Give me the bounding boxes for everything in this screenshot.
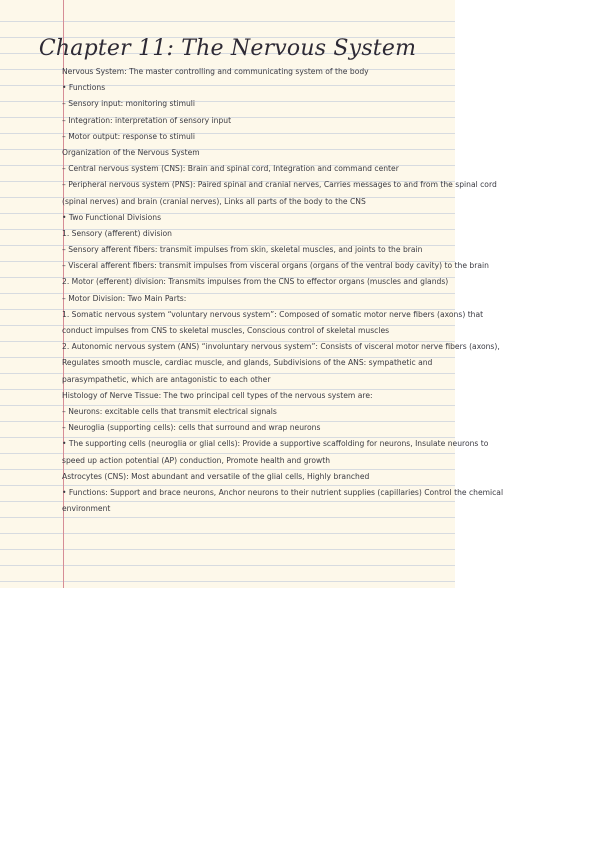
note-line: • The supporting cells (neuroglia or glial cells): Provide a supportive scaffolding for neurons, Insulate neurons to xyxy=(62,439,489,449)
note-line: Astrocytes (CNS): Most abundant and versatile of the glial cells, Highly branched xyxy=(62,471,370,481)
note-line: – Sensory input: monitoring stimuli xyxy=(62,99,195,109)
note-line: 2. Autonomic nervous system (ANS) “involuntary nervous system”: Consists of visceral motor nerve fibers (axons), xyxy=(62,342,500,352)
note-line: 1. Somatic nervous system “voluntary nervous system”: Composed of somatic motor nerve fibers (axons) that xyxy=(62,309,484,319)
note-line: speed up action potential (AP) conduction, Promote health and growth xyxy=(62,455,331,465)
note-line: (spinal nerves) and brain (cranial nerves), Links all parts of the body to the CNS xyxy=(62,196,366,206)
note-line: 1. Sensory (afferent) division xyxy=(62,228,172,238)
note-line: environment xyxy=(62,504,111,514)
note-line: Nervous System: The master controlling and communicating system of the body xyxy=(62,67,369,76)
note-line: conduct impulses from CNS to skeletal muscles, Conscious control of skeletal muscles xyxy=(62,326,390,335)
note-line: • Functions xyxy=(62,83,106,93)
note-line: – Motor Division: Two Main Parts: xyxy=(62,293,187,303)
note-line: – Integration: interpretation of sensory input xyxy=(62,115,232,125)
note-line: – Central nervous system (CNS): Brain and spinal cord, Integration and command center xyxy=(62,164,399,174)
note-line: – Sensory afferent fibers: transmit impulses from skin, skeletal muscles, and joints to the brain xyxy=(62,245,423,255)
note-line: • Two Functional Divisions xyxy=(62,212,162,222)
note-line: Regulates smooth muscle, cardiac muscle, and glands, Subdivisions of the ANS: sympathetic and xyxy=(62,358,433,368)
page-title: Chapter 11: The Nervous System xyxy=(38,36,417,61)
note-line: Histology of Nerve Tissue: The two principal cell types of the nervous system are: xyxy=(62,390,373,400)
note-line: Organization of the Nervous System xyxy=(62,147,200,157)
note-line: – Motor output: response to stimuli xyxy=(62,131,196,141)
note-line: – Neurons: excitable cells that transmit electrical signals xyxy=(62,406,277,416)
note-line: – Peripheral nervous system (PNS): Paired spinal and cranial nerves, Carries messages to and from the spinal cord xyxy=(62,180,497,190)
notes-list xyxy=(62,64,504,517)
note-line: – Visceral afferent fibers: transmit impulses from visceral organs (organs of the ventral body cavity) to the brain xyxy=(62,261,489,271)
note-line: – Neuroglia (supporting cells): cells that surround and wrap neurons xyxy=(62,423,321,433)
note-line: 2. Motor (efferent) division: Transmits impulses from the CNS to effector organs (muscles and glands) xyxy=(62,277,449,287)
note-line: parasympathetic, which are antagonistic to each other xyxy=(62,374,271,384)
note-line: • Functions: Support and brace neurons, Anchor neurons to their nutrient supplies (capillaries) Control the chemical xyxy=(62,487,504,497)
